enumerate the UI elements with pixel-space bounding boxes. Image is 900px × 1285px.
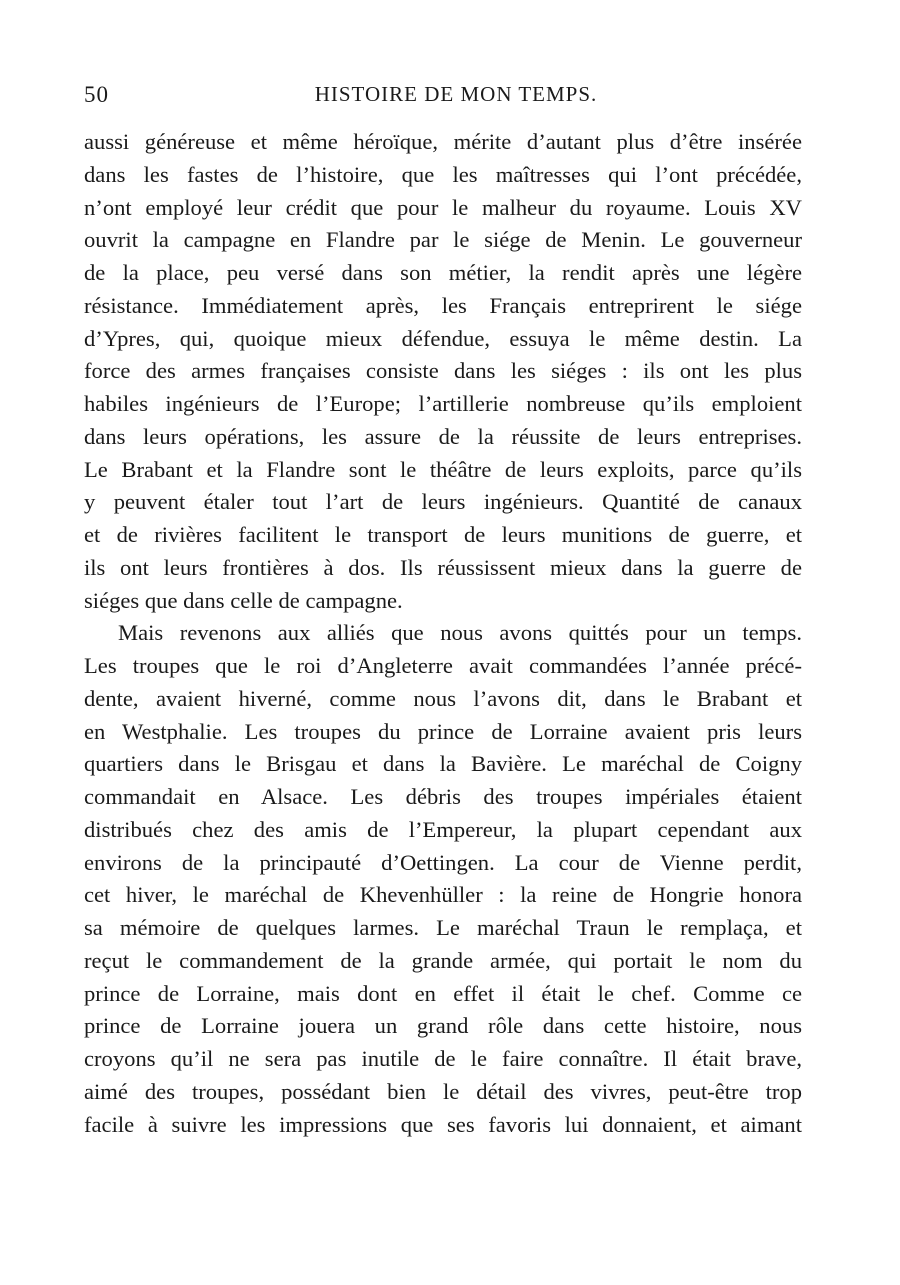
text-line: siéges que dans celle de campagne. — [84, 587, 403, 613]
text-line: dans les fastes de l’histoire, que les maîtresses qui l’ont précédée, — [84, 161, 802, 187]
text-line: ils ont leurs frontières à dos. Ils réussissent mieux dans la guerre de — [84, 554, 802, 580]
text-line: facile à suivre les impressions que ses favoris lui donnaient, et aimant — [84, 1111, 802, 1137]
text-line: dans leurs opérations, les assure de la réussite de leurs entreprises. — [84, 423, 802, 449]
text-line: commandait en Alsace. Les débris des troupes impériales étaient — [84, 784, 802, 809]
text-line: de la place, peu versé dans son métier, la rendit après une légère — [84, 260, 802, 285]
text-line: y peuvent étaler tout l’art de leurs ingénieurs. Quantité de canaux — [84, 489, 802, 515]
running-head — [84, 82, 804, 118]
text-line: quartiers dans le Brisgau et dans la Bavière. Le maréchal de Coigny — [84, 751, 802, 777]
paragraph — [84, 617, 802, 1141]
text-line: force des armes françaises consiste dans les siéges : ils ont les plus — [84, 358, 802, 384]
text-line: aimé des troupes, possédant bien le détail des vivres, peut-être trop — [84, 1078, 802, 1104]
text-line: n’ont employé leur crédit que pour le malheur du royaume. Louis XV — [84, 194, 802, 220]
text-line: prince de Lorraine, mais dont en effet il était le chef. Comme ce — [84, 980, 802, 1006]
text-line: d’Ypres, qui, quoique mieux défendue, essuya le même destin. La — [84, 325, 802, 351]
text-line: cet hiver, le maréchal de Khevenhüller : la reine de Hongrie honora — [84, 882, 802, 908]
text-line: reçut le commandement de la grande armée, qui portait le nom du — [84, 947, 802, 973]
text-line: croyons qu’il ne sera pas inutile de le faire connaître. Il était brave, — [84, 1046, 802, 1071]
text-line: Les troupes que le roi d’Angleterre avait commandées l’année précé- — [84, 653, 802, 678]
text-line: dente, avaient hiverné, comme nous l’avons dit, dans le Brabant et — [84, 685, 802, 711]
page-number: 50 — [84, 82, 109, 107]
text-line: résistance. Immédiatement après, les Français entreprirent le siége — [84, 292, 802, 318]
text-line: habiles ingénieurs de l’Europe; l’artillerie nombreuse qu’ils emploient — [84, 391, 802, 416]
text-line: environs de la principauté d’Oettingen. La cour de Vienne perdit, — [84, 849, 802, 875]
text-line: ouvrit la campagne en Flandre par le siége de Menin. Le gouverneur — [84, 227, 802, 253]
text-line: sa mémoire de quelques larmes. Le maréchal Traun le remplaça, et — [84, 915, 802, 940]
text-line: Mais revenons aux alliés que nous avons quittés pour un temps. — [118, 620, 802, 646]
text-line: prince de Lorraine jouera un grand rôle dans cette histoire, nous — [84, 1013, 802, 1039]
paragraph — [84, 126, 802, 617]
text-line: et de rivières facilitent le transport de leurs munitions de guerre, et — [84, 522, 802, 547]
text-line: en Westphalie. Les troupes du prince de Lorraine avaient pris leurs — [84, 718, 802, 744]
text-line: Le Brabant et la Flandre sont le théâtre de leurs exploits, parce qu’ils — [84, 456, 802, 482]
text-line: aussi généreuse et même héroïque, mérite d’autant plus d’être insérée — [84, 129, 802, 154]
running-title: HISTOIRE DE MON TEMPS. — [314, 82, 598, 106]
text-line: distribués chez des amis de l’Empereur, la plupart cependant aux — [84, 816, 802, 842]
body-text — [84, 126, 802, 1141]
